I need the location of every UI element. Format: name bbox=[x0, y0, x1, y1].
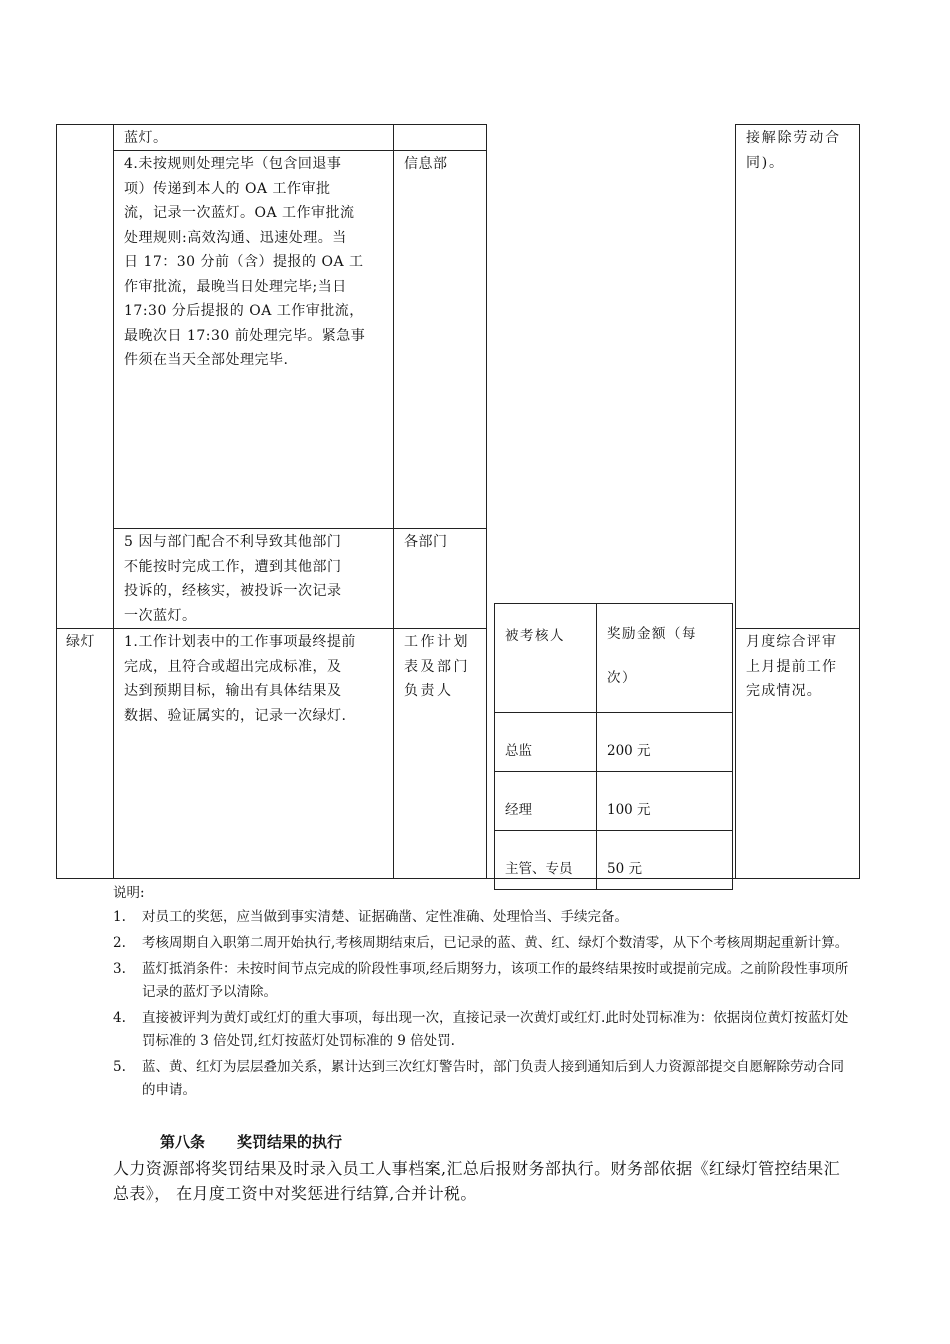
row4-dept-line: 负责人 bbox=[404, 683, 454, 699]
note-text: 直接被评判为黄灯或红灯的重大事项，每出现一次，直接记录一次黄灯或红灯.此时处罚标准为：依据岗位黄灯按蓝灯处罚标准的 3 倍处罚,红灯按蓝灯处罚标准的 9 倍处罚. bbox=[142, 1010, 849, 1049]
row1-content bbox=[124, 126, 168, 151]
row3-content-line: 不能按时完成工作，遭到其他部门 bbox=[124, 558, 342, 575]
row1-remark-line: 同)。 bbox=[746, 154, 785, 171]
note-item bbox=[113, 1056, 853, 1102]
reward-table bbox=[494, 603, 733, 890]
reward-role: 经理 bbox=[495, 772, 597, 831]
row2-content-line: 4.未按规则处理完毕（包含回退事 bbox=[124, 156, 342, 172]
reward-table-row bbox=[495, 772, 733, 831]
row2-content-line: 项）传递到本人的 OA 工作审批 bbox=[124, 180, 331, 197]
reward-amount: 100 元 bbox=[597, 772, 733, 831]
row4-content-line: 数据、验证属实的，记录一次绿灯. bbox=[124, 707, 347, 724]
row2-content-line: 处理规则:高效沟通、迅速处理。当 bbox=[124, 229, 347, 246]
table-border-col3 bbox=[486, 124, 487, 878]
table-border-col4 bbox=[735, 124, 736, 878]
row4-content-line: 完成，且符合或超出完成标准，及 bbox=[124, 658, 342, 675]
row2-content-line: 最晚次日 17:30 前处理完毕。紧急事 bbox=[124, 327, 366, 344]
note-number: 2. bbox=[113, 935, 126, 951]
notes-section bbox=[113, 882, 853, 1105]
row3-content-line: 5 因与部门配合不利导致其他部门 bbox=[124, 534, 342, 550]
note-text: 蓝灯抵消条件：未按时间节点完成的阶段性事项,经后期努力，该项工作的最终结果按时或提前完成。之前阶段性事项所记录的蓝灯予以清除。 bbox=[142, 961, 849, 1000]
reward-role: 主管、专员 bbox=[495, 831, 597, 890]
article-title: 奖罚结果的执行 bbox=[237, 1133, 343, 1151]
row1-remark-line: 接解除劳动合 bbox=[746, 130, 841, 146]
row4-dept-line: 工作计划 bbox=[404, 634, 470, 650]
row4-remark bbox=[746, 630, 837, 704]
article-body: 人力资源部将奖罚结果及时录入员工人事档案,汇总后报财务部执行。财务部依据《红绿灯管控结果汇总表》， 在月度工资中对奖惩进行结算,合并计税。 bbox=[113, 1159, 841, 1203]
row-divider-3-right bbox=[735, 628, 860, 629]
reward-table-row bbox=[495, 831, 733, 890]
note-item bbox=[113, 906, 853, 929]
row4-dept-line: 表及部门 bbox=[404, 658, 470, 675]
row2-content-line: 日 17：30 分前（含）提报的 OA 工 bbox=[124, 254, 364, 270]
note-text: 对员工的奖惩，应当做到事实清楚、证据确凿、定性准确、处理恰当、手续完备。 bbox=[142, 909, 628, 925]
note-item bbox=[113, 958, 853, 1004]
row4-light-label: 绿灯 bbox=[66, 634, 95, 650]
table-border-col2 bbox=[393, 124, 394, 878]
row4-content-line: 达到预期目标，输出有具体结果及 bbox=[124, 683, 342, 699]
row3-content bbox=[124, 530, 390, 628]
table-border-col1 bbox=[113, 124, 114, 878]
table-border-top-right bbox=[735, 124, 860, 125]
note-number: 5. bbox=[113, 1059, 126, 1075]
row3-content-line: 一次蓝灯。 bbox=[124, 607, 197, 624]
row2-dept: 信息部 bbox=[404, 156, 448, 172]
row3-content-line: 投诉的，经核实，被投诉一次记录 bbox=[124, 583, 342, 599]
row4-remark-line: 完成情况。 bbox=[746, 683, 822, 699]
reward-amount: 50 元 bbox=[597, 831, 733, 890]
row4-remark-line: 月度综合评审 bbox=[746, 634, 838, 650]
reward-header-amount: 奖励金额（每 次） bbox=[597, 604, 733, 713]
row4-remark-line: 上月提前工作 bbox=[746, 658, 838, 675]
table-border-left bbox=[56, 124, 57, 878]
table-border-top bbox=[56, 124, 486, 125]
reward-amount: 200 元 bbox=[597, 713, 733, 772]
note-text: 蓝、黄、红灯为层层叠加关系，累计达到三次红灯警告时，部门负责人接到通知后到人力资源部提交自愿解除劳动合同的申请。 bbox=[142, 1059, 844, 1098]
row2-content bbox=[124, 152, 390, 373]
notes-title: 说明: bbox=[113, 885, 145, 901]
row-divider-3-left bbox=[56, 628, 486, 629]
reward-table-row bbox=[495, 713, 733, 772]
note-number: 1. bbox=[113, 909, 126, 925]
note-number: 3. bbox=[113, 961, 126, 977]
row2-content-line: 17:30 分后提报的 OA 工作审批流， bbox=[124, 303, 364, 319]
row3-dept: 各部门 bbox=[404, 534, 448, 550]
row-divider-1 bbox=[113, 150, 486, 151]
table-border-right bbox=[859, 124, 860, 879]
reward-header-person: 被考核人 bbox=[495, 604, 597, 713]
reward-role: 总监 bbox=[495, 713, 597, 772]
row2-content-line: 件须在当天全部处理完毕. bbox=[124, 352, 289, 368]
row2-content-line: 作审批流，最晚当日处理完毕;当日 bbox=[124, 278, 347, 295]
row4-content-line: 1.工作计划表中的工作事项最终提前 bbox=[124, 634, 356, 650]
row-divider-2 bbox=[113, 528, 486, 529]
note-text: 考核周期自入职第二周开始执行,考核周期结束后，已记录的蓝、黄、红、绿灯个数清零，从下个考核周期起重新计算。 bbox=[142, 935, 849, 951]
row4-dept bbox=[404, 630, 470, 704]
row2-content-line: 流，记录一次蓝灯。OA 工作审批流 bbox=[124, 205, 355, 221]
row4-content bbox=[124, 630, 390, 728]
row1-remark bbox=[746, 126, 841, 175]
article-number: 第八条 bbox=[160, 1133, 206, 1151]
note-number: 4. bbox=[113, 1010, 126, 1026]
table-border-bottom bbox=[56, 878, 860, 879]
row1-content-line: 蓝灯。 bbox=[124, 130, 168, 146]
note-item bbox=[113, 932, 853, 955]
article-heading bbox=[160, 1131, 342, 1152]
reward-table-header bbox=[495, 604, 733, 713]
note-item bbox=[113, 1007, 853, 1053]
